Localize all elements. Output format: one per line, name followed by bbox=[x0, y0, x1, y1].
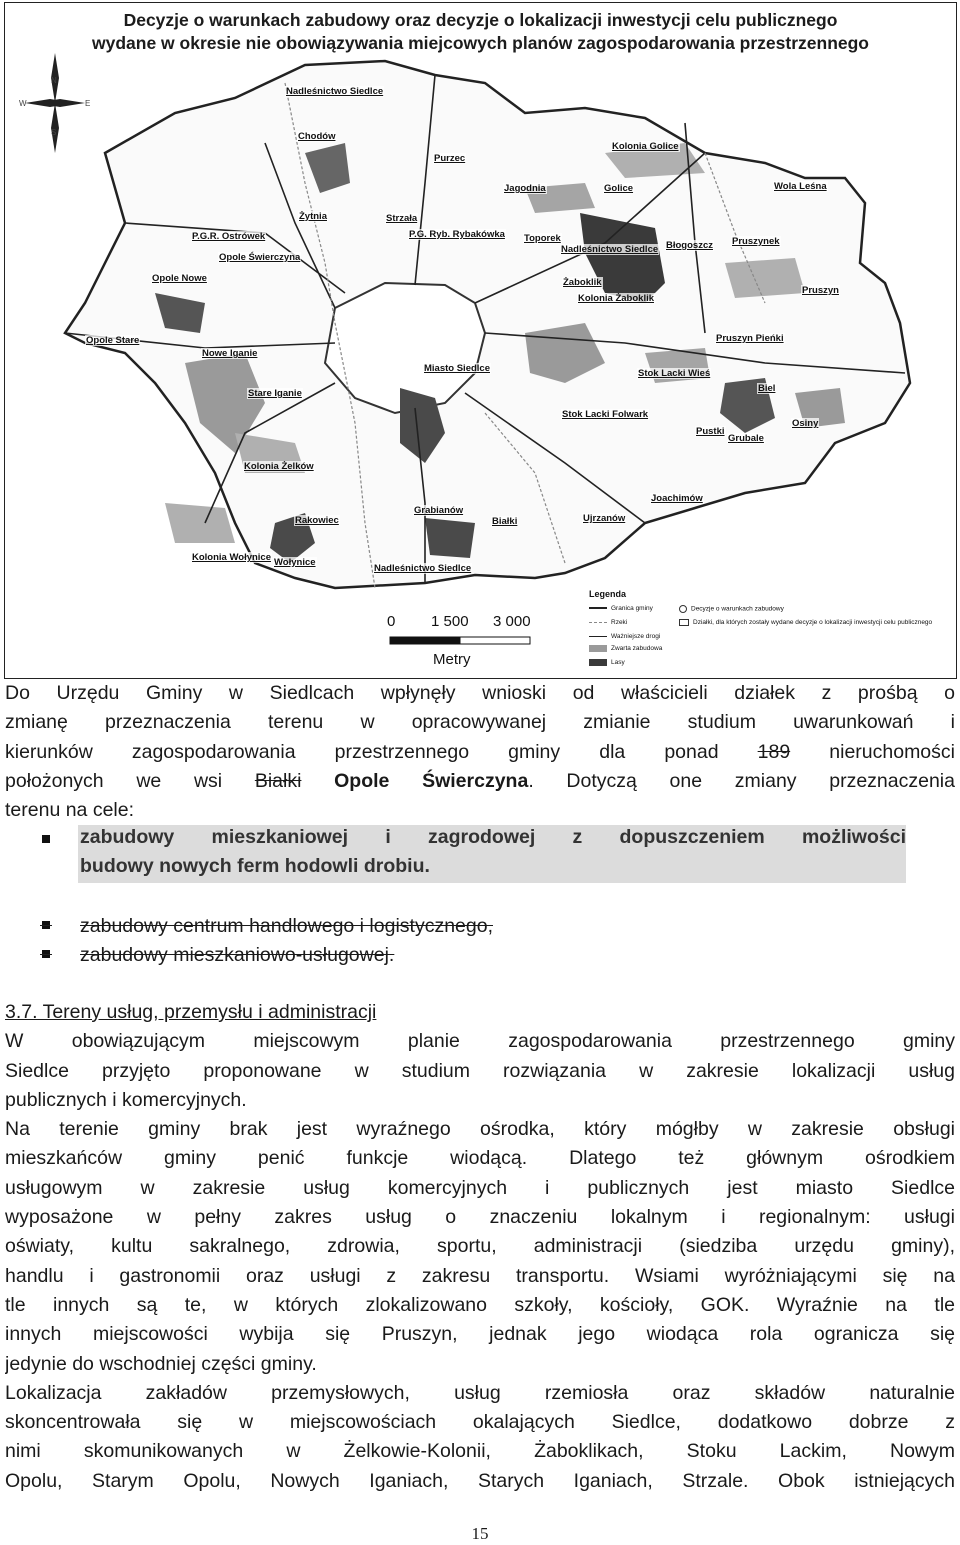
text-line: Opolu, Starym Opolu, Nowych Iganiach, Starych Iganiach, Strzale. Obok istniejących bbox=[5, 1469, 955, 1492]
compass-s: S bbox=[51, 128, 57, 137]
town-label: Błogoszcz bbox=[666, 240, 713, 251]
town-label: P.G.R. Ostrówek bbox=[192, 231, 266, 242]
forest-area bbox=[425, 518, 475, 558]
town-label: Purzec bbox=[434, 153, 466, 164]
town-label: Białki bbox=[492, 516, 518, 527]
bullet-item-1-cont: budowy nowych ferm hodowli drobiu. bbox=[80, 855, 430, 877]
town-label: Wołynice bbox=[274, 557, 316, 568]
legend-symbol bbox=[589, 659, 607, 666]
scale-bar-graphic bbox=[385, 635, 545, 651]
text-line: jedynie do wschodniej części gminy. bbox=[5, 1352, 317, 1375]
legend-symbol bbox=[679, 619, 689, 626]
map-legend bbox=[585, 587, 955, 677]
legend-symbol bbox=[589, 636, 607, 637]
town-label: Kolonia Żaboklik bbox=[578, 293, 655, 304]
legend-item-builtup bbox=[589, 645, 662, 652]
text-line: terenu na cele: bbox=[5, 799, 135, 822]
text-line: skoncentrowała się w miejscowościach okalających Siedlce, dodatkowo dobrze z bbox=[5, 1411, 955, 1434]
legend-label: Zwarta zabudowa bbox=[611, 645, 663, 653]
text-line: zmianę przeznaczenia terenu w opracowywanej zmianie studium uwarunkowań i bbox=[5, 711, 955, 734]
bullet-item-3: zabudowy mieszkaniowo-usługowej. bbox=[80, 944, 395, 966]
town-label: Strzała bbox=[386, 213, 418, 224]
text-line: publicznych i komercyjnych. bbox=[5, 1088, 247, 1111]
scale-segment bbox=[390, 637, 460, 644]
legend-label: Rzeki bbox=[611, 619, 628, 626]
town-label: Biel bbox=[758, 383, 776, 394]
text-line: Na terenie gminy brak jest wyraźnego ośrodka, który mógłby w zakresie obsługi bbox=[5, 1118, 955, 1141]
town-label: Toporek bbox=[524, 233, 561, 244]
town-label: Pruszyn bbox=[802, 285, 839, 296]
text-line: kierunków zagospodarowania przestrzennego gminy dla ponad 189 nieruchomości bbox=[5, 740, 955, 763]
text-line: handlu i gastronomii oraz usługi z zakresu transportu. Wsiami wyróżniającymi się na bbox=[5, 1264, 955, 1287]
map-title-line1: Decyzje o warunkach zabudowy oraz decyzje o lokalizacji inwestycji celu publicznego bbox=[123, 10, 838, 30]
town-label: Żaboklik bbox=[563, 277, 602, 288]
legend-symbol bbox=[589, 607, 607, 609]
town-label: Joachimów bbox=[651, 493, 703, 504]
town-label: Stok Lacki Folwark bbox=[562, 409, 649, 420]
town-label: Nowe Iganie bbox=[202, 348, 258, 359]
legend-label: Lasy bbox=[611, 659, 625, 667]
page-number: 15 bbox=[471, 1524, 489, 1543]
town-label: Chodów bbox=[298, 131, 336, 142]
text-line: nimi skomunikowanych w Żelkowie-Kolonii, Żaboklikach, Stoku Lackim, Nowym bbox=[5, 1440, 955, 1463]
compass-needle bbox=[35, 99, 85, 107]
legend-item-boundary bbox=[589, 605, 653, 612]
text-line: mieszkańców gminy penić funkcje wiodącą. Dlatego też głównym ośrodkiem bbox=[5, 1147, 955, 1170]
map-figure bbox=[4, 2, 957, 679]
scale-segment bbox=[460, 637, 530, 644]
town-label: Nadleśnictwo Siedlce bbox=[286, 86, 384, 97]
town-label: Kolonia Wołynice bbox=[192, 552, 272, 563]
map-title bbox=[5, 9, 956, 55]
town-label: Jagodnia bbox=[504, 183, 546, 194]
compass-n: N bbox=[51, 76, 57, 85]
scale-bar bbox=[385, 613, 545, 673]
legend-label: Granica gminy bbox=[611, 605, 653, 612]
text-line: położonych we wsi Białki Opole Świerczyna. Dotyczą one zmiany przeznaczenia bbox=[5, 769, 955, 792]
legend-item-forest bbox=[589, 659, 625, 666]
scale-tick-0: 0 bbox=[387, 613, 396, 630]
legend-symbol bbox=[589, 645, 607, 652]
legend-item-roads bbox=[589, 633, 660, 640]
strike-mark bbox=[40, 925, 52, 926]
legend-label: Działki, dla których zostały wydane decyzje o lokalizacji inwestycji celu publicznego bbox=[693, 619, 933, 627]
legend-title: Legenda bbox=[589, 589, 627, 599]
town-label: P.G. Ryb. Rybakówka bbox=[409, 229, 505, 240]
strike-mark bbox=[40, 954, 52, 955]
scale-unit: Metry bbox=[433, 651, 471, 668]
legend-symbol bbox=[679, 605, 687, 613]
compass-rose bbox=[19, 53, 90, 153]
text-line: wyposażone w pełny zakres usług o znaczeniu lokalnym i regionalnym: usługi bbox=[5, 1206, 955, 1229]
text-line: oświaty, kultu sakralnego, zdrowia, sportu, administracji (siedziba urzędu gminy), bbox=[5, 1235, 955, 1258]
builtup-area bbox=[165, 503, 235, 543]
town-label: Pruszynek bbox=[732, 236, 780, 247]
scale-tick-1500: 1 500 bbox=[431, 613, 469, 630]
text-line: tle innych są te, w których zlokalizowano szkoły, kościoły, GOK. Wyraźnie na tle bbox=[5, 1293, 955, 1316]
town-label: Kolonia Golice bbox=[612, 141, 679, 152]
text-line: Siedlce przyjęto proponowane w studium rozwiązania w zakresie lokalizacji usług bbox=[5, 1059, 955, 1082]
section-heading: 3.7. Tereny usług, przemysłu i administracji bbox=[5, 1001, 377, 1023]
intro-paragraph bbox=[5, 679, 955, 825]
town-label: Stok Lacki Wieś bbox=[638, 368, 711, 379]
town-label: Osiny bbox=[792, 418, 819, 429]
town-label: Pustki bbox=[696, 426, 725, 437]
legend-item-decisions bbox=[679, 605, 784, 613]
legend-item-public-investment bbox=[679, 619, 932, 626]
text-line: usługowym w zakresie usług komercyjnych i publicznych jest miasto Siedlce bbox=[5, 1176, 955, 1199]
legend-label: Decyzje o warunkach zabudowy bbox=[691, 605, 784, 613]
town-label: Żytnia bbox=[299, 211, 327, 222]
struck-village: Białki bbox=[254, 769, 302, 792]
town-label: Stare Iganie bbox=[248, 388, 302, 399]
text-line: innych miejscowości wybija się Pruszyn, jednak jego wiodąca rola ogranicza się bbox=[5, 1323, 955, 1346]
legend-symbol bbox=[589, 622, 607, 623]
legend-label: Ważniejsze drogi bbox=[611, 633, 661, 640]
town-label: Nadleśnictwo Siedlce bbox=[561, 244, 659, 255]
town-label: Kolonia Żelków bbox=[244, 461, 314, 472]
town-label: Miasto Siedlce bbox=[424, 363, 490, 374]
struck-number: 189 bbox=[757, 740, 791, 763]
town-label: Grubale bbox=[728, 433, 764, 444]
town-label: Grabianów bbox=[414, 505, 464, 516]
section-3-7 bbox=[5, 998, 955, 1496]
text-line: Lokalizacja zakładów przemysłowych, usług rzemiosła oraz składów naturalnie bbox=[5, 1381, 955, 1404]
bullet-square bbox=[42, 835, 50, 843]
town-label: Wola Leśna bbox=[774, 181, 827, 192]
text-line: W obowiązującym miejscowym planie zagospodarowania przestrzennego gminy bbox=[5, 1030, 955, 1053]
legend-item-rivers bbox=[589, 619, 627, 626]
text-line: Do Urzędu Gminy w Siedlcach wpłynęły wnioski od właścicieli działek z prośbą o bbox=[5, 682, 955, 704]
town-label: Nadleśnictwo Siedlce bbox=[374, 563, 472, 574]
town-label: Opole Świerczyna bbox=[219, 252, 301, 263]
map-title-line2: wydane w okresie nie obowiązywania miejcowych planów zagospodarowania przestrzennego bbox=[92, 33, 869, 53]
scale-tick-3000: 3 000 bbox=[493, 613, 531, 630]
builtup-area bbox=[725, 258, 805, 298]
town-label: Pruszyn Pieńki bbox=[716, 333, 784, 344]
town-label: Opole Nowe bbox=[152, 273, 207, 284]
bullet-item-2: zabudowy centrum handlowego i logistycznego, bbox=[80, 915, 493, 937]
town-label: Rakowiec bbox=[295, 515, 339, 526]
village-name: Opole Świerczyna bbox=[334, 769, 529, 792]
town-label: Ujrzanów bbox=[583, 513, 626, 524]
town-label: Golice bbox=[604, 183, 634, 194]
town-label: Opole Stare bbox=[86, 335, 140, 346]
bullet-item-1: zabudowy mieszkaniowej i zagrodowej z dopuszczeniem możliwości bbox=[80, 826, 906, 848]
compass-w: W bbox=[19, 99, 27, 108]
compass-e: E bbox=[85, 99, 91, 108]
map-drawing bbox=[5, 3, 957, 679]
